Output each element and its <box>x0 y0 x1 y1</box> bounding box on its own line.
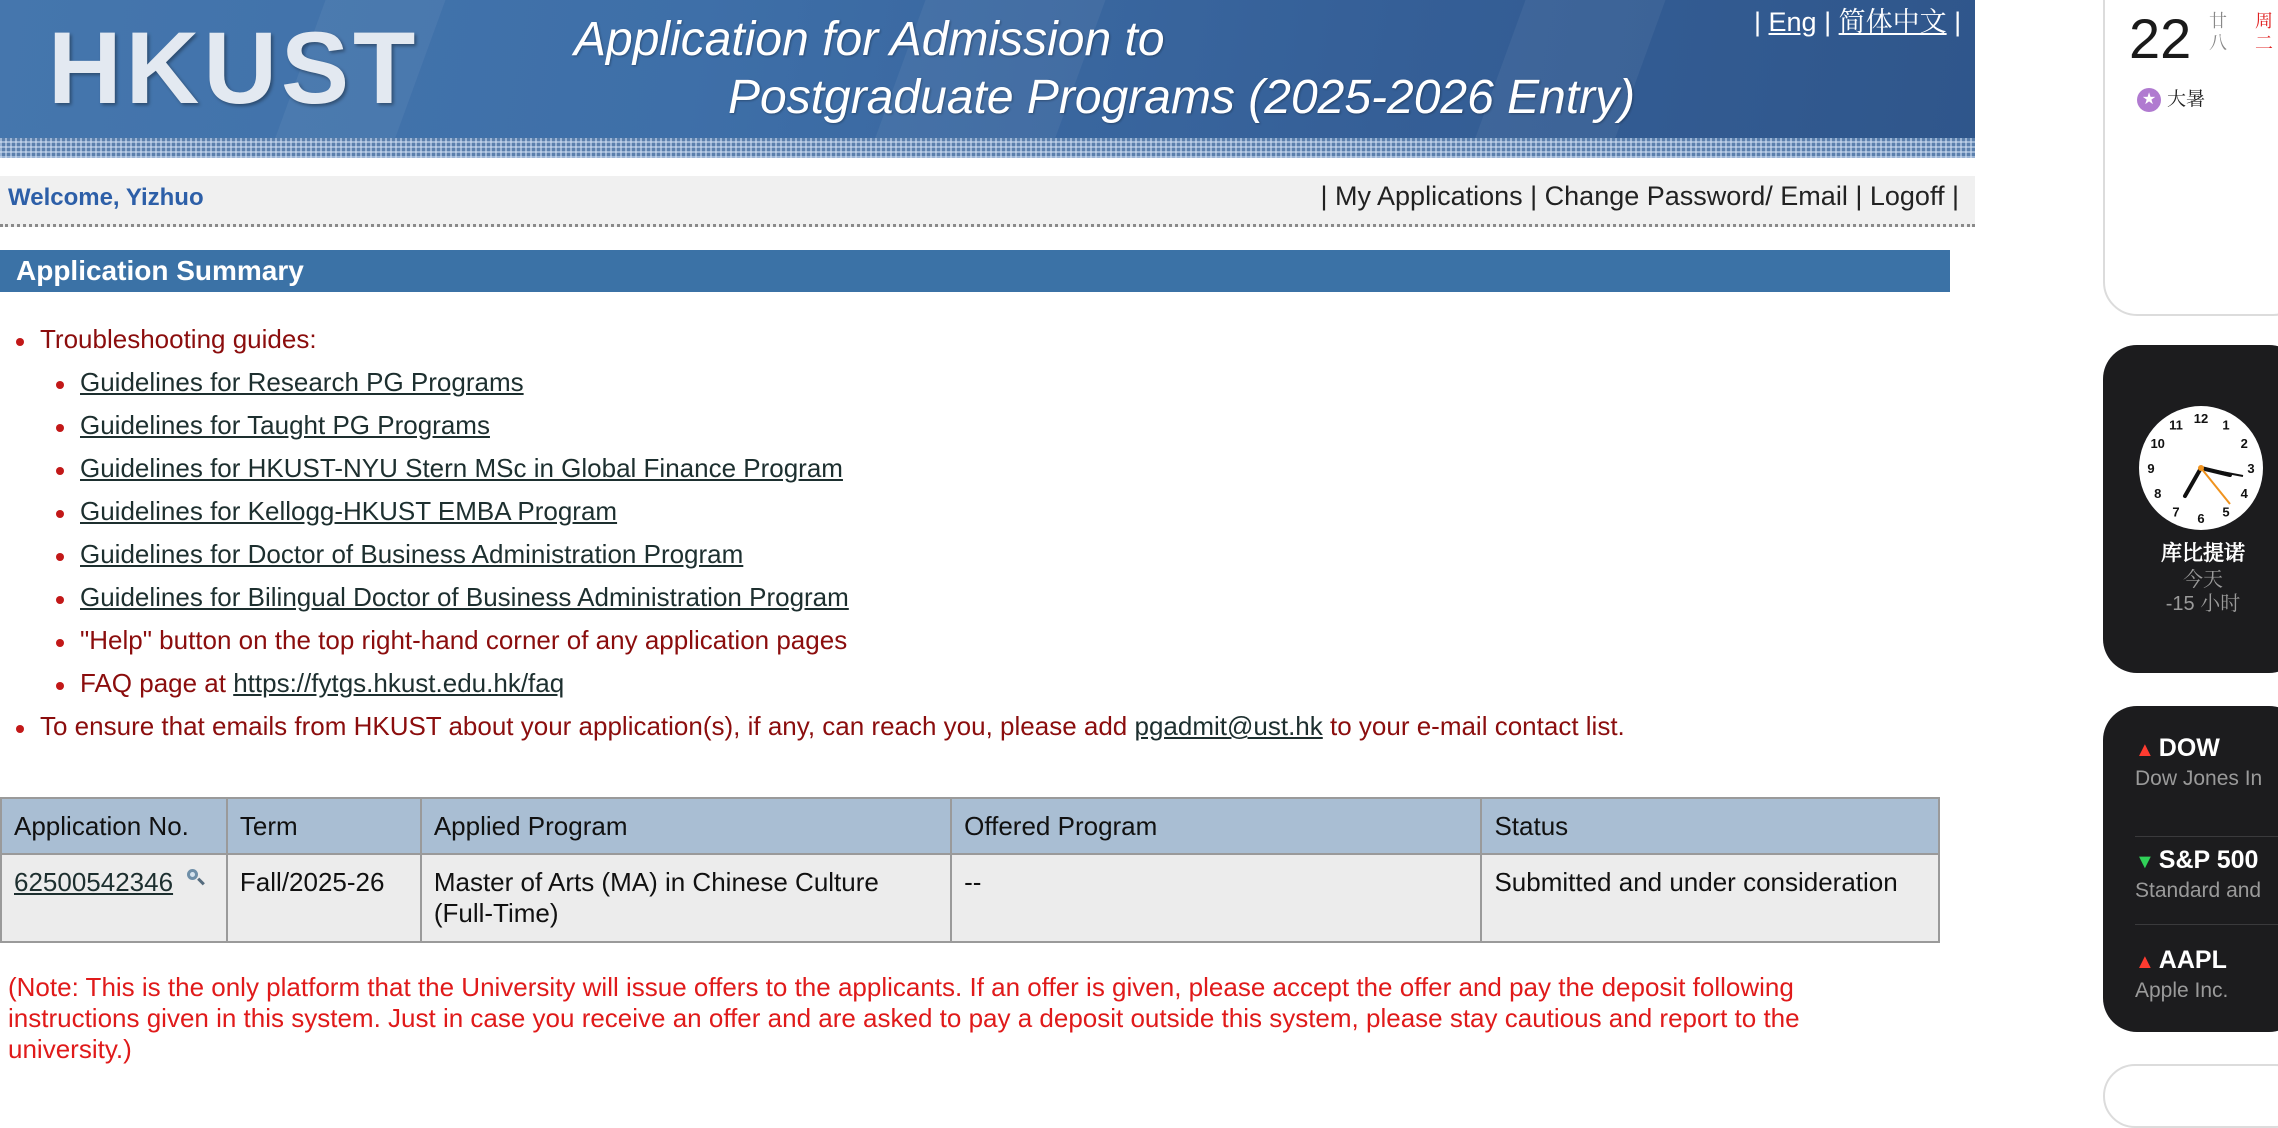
stock-item-aapl[interactable]: ▲ AAPL Apple Inc. <box>2135 946 2229 1002</box>
my-applications-link[interactable]: My Applications <box>1335 181 1523 211</box>
bullet-icon <box>56 596 64 604</box>
clock-day: 今天 <box>2183 569 2223 591</box>
bullet-icon <box>56 467 64 475</box>
welcome-bar <box>0 176 1975 227</box>
bullet-icon <box>56 510 64 518</box>
logoff-link[interactable]: Logoff <box>1869 181 1945 211</box>
email-notice: To ensure that emails from HKUST about your application(s), if any, can reach you, please add pgadmit@ust.hk to your e-mail contact list. <box>40 711 1625 741</box>
guide-dba-link[interactable]: Guidelines for Doctor of Business Administration Program <box>80 539 744 569</box>
stocks-widget[interactable] <box>2103 706 2278 1032</box>
section-header <box>0 250 1950 292</box>
cell-application-no <box>1 854 227 942</box>
stock-item-sp500[interactable]: ▼ S&P 500 Standard and <box>2135 846 2262 902</box>
guide-nyu-stern-link[interactable]: Guidelines for HKUST-NYU Stern MSc in Global Finance Program <box>80 453 843 483</box>
down-arrow-icon: ▼ <box>2135 851 2155 873</box>
table-header-row <box>1 798 1939 854</box>
clock-numeral: 4 <box>2240 486 2248 501</box>
up-arrow-icon: ▲ <box>2135 739 2155 761</box>
top-navigation: | My Applications | Change Password/ Email | Logoff | <box>1320 181 1959 211</box>
magnifier-icon[interactable] <box>187 869 203 885</box>
welcome-text: Welcome, Yizhuo <box>8 184 204 211</box>
cell-status: Submitted and under consideration <box>1481 854 1939 942</box>
troubleshooting-heading: Troubleshooting guides: <box>40 324 317 354</box>
col-application-no: Application No. <box>1 798 227 854</box>
desktop-widgets <box>2075 0 2278 1074</box>
table-row <box>1 854 1939 942</box>
bullet-icon <box>56 424 64 432</box>
faq-link[interactable]: https://fytgs.hkust.edu.hk/faq <box>233 668 565 698</box>
star-icon: ★ <box>2137 88 2161 112</box>
clock-numeral: 8 <box>2154 486 2162 501</box>
cell-applied-program: Master of Arts (MA) in Chinese Culture (Full-Time) <box>421 854 951 942</box>
cell-offered-program: -- <box>951 854 1481 942</box>
bullet-icon <box>56 553 64 561</box>
world-clock-widget[interactable] <box>2103 345 2278 673</box>
page-title-line2: Postgraduate Programs (2025-2026 Entry) <box>728 71 1636 124</box>
bullet-icon <box>56 639 64 647</box>
bullet-icon <box>16 338 24 346</box>
lang-english-link[interactable]: Eng <box>1768 7 1817 37</box>
page-title-line1: Application for Admission to <box>574 13 1165 66</box>
calendar-widget[interactable] <box>2103 0 2278 316</box>
up-arrow-icon: ▲ <box>2135 951 2155 973</box>
clock-offset: -15 小时 <box>2165 593 2241 615</box>
cell-term: Fall/2025-26 <box>227 854 421 942</box>
bullet-icon <box>56 682 64 690</box>
stock-item-dow[interactable]: ▲ DOW Dow Jones In <box>2135 734 2263 790</box>
help-button-text: "Help" button on the top right-hand corner of any application pages <box>80 625 848 655</box>
language-switcher: | Eng | 简体中文 | <box>1754 7 1962 37</box>
bullet-icon <box>56 381 64 389</box>
calendar-lunar-date: 廿 八 <box>2209 11 2227 53</box>
header-banner <box>0 0 1975 158</box>
clock-numeral: 2 <box>2240 436 2248 451</box>
guide-taught-link[interactable]: Guidelines for Taught PG Programs <box>80 410 490 440</box>
col-offered-program: Offered Program <box>951 798 1481 854</box>
banner-grid-strip <box>0 138 1975 158</box>
clock-face-icon <box>2138 405 2264 531</box>
clock-numeral: 1 <box>2222 417 2230 433</box>
offer-note: (Note: This is the only platform that the University will issue offers to the applicants. If an offer is given, please accept the offer and pay the deposit following instructions given in this system. Just in case you receive an offer and are asked to pay a deposit outside this system, please stay cautious and report to the university.) <box>8 972 1800 1064</box>
bullet-icon <box>16 725 24 733</box>
calendar-event: ★ 大暑 <box>2137 84 2205 112</box>
clock-numeral: 5 <box>2222 504 2230 520</box>
guide-bilingual-dba-link[interactable]: Guidelines for Bilingual Doctor of Business Administration Program <box>80 582 849 612</box>
guide-research-link[interactable]: Guidelines for Research PG Programs <box>80 367 524 397</box>
change-password-link[interactable]: Change Password/ Email <box>1544 181 1848 211</box>
clock-numeral: 7 <box>2172 504 2180 520</box>
clock-numeral: 12 <box>2193 411 2209 426</box>
faq-line: FAQ page at https://fytgs.hkust.edu.hk/faq <box>80 668 565 698</box>
col-term: Term <box>227 798 421 854</box>
lang-chinese-link[interactable]: 简体中文 <box>1838 7 1947 37</box>
section-title: Application Summary <box>16 255 304 286</box>
clock-city: 库比提诺 <box>2161 542 2245 565</box>
calendar-day: 22 <box>2129 7 2192 70</box>
col-applied-program: Applied Program <box>421 798 951 854</box>
pgadmit-email-link[interactable]: pgadmit@ust.hk <box>1134 711 1323 741</box>
clock-numeral: 10 <box>2150 436 2165 451</box>
guide-kellogg-link[interactable]: Guidelines for Kellogg-HKUST EMBA Program <box>80 496 618 526</box>
hkust-logo: HKUST <box>48 11 420 125</box>
application-table <box>0 797 1940 943</box>
application-no-link[interactable]: 62500542346 <box>14 867 174 897</box>
clock-numeral: 6 <box>2197 511 2205 526</box>
clock-numeral: 11 <box>2169 417 2183 433</box>
col-status: Status <box>1481 798 1939 854</box>
clock-numeral: 3 <box>2247 461 2255 476</box>
calendar-weekday: 周 二 <box>2255 11 2273 53</box>
clock-numeral: 9 <box>2147 461 2155 476</box>
